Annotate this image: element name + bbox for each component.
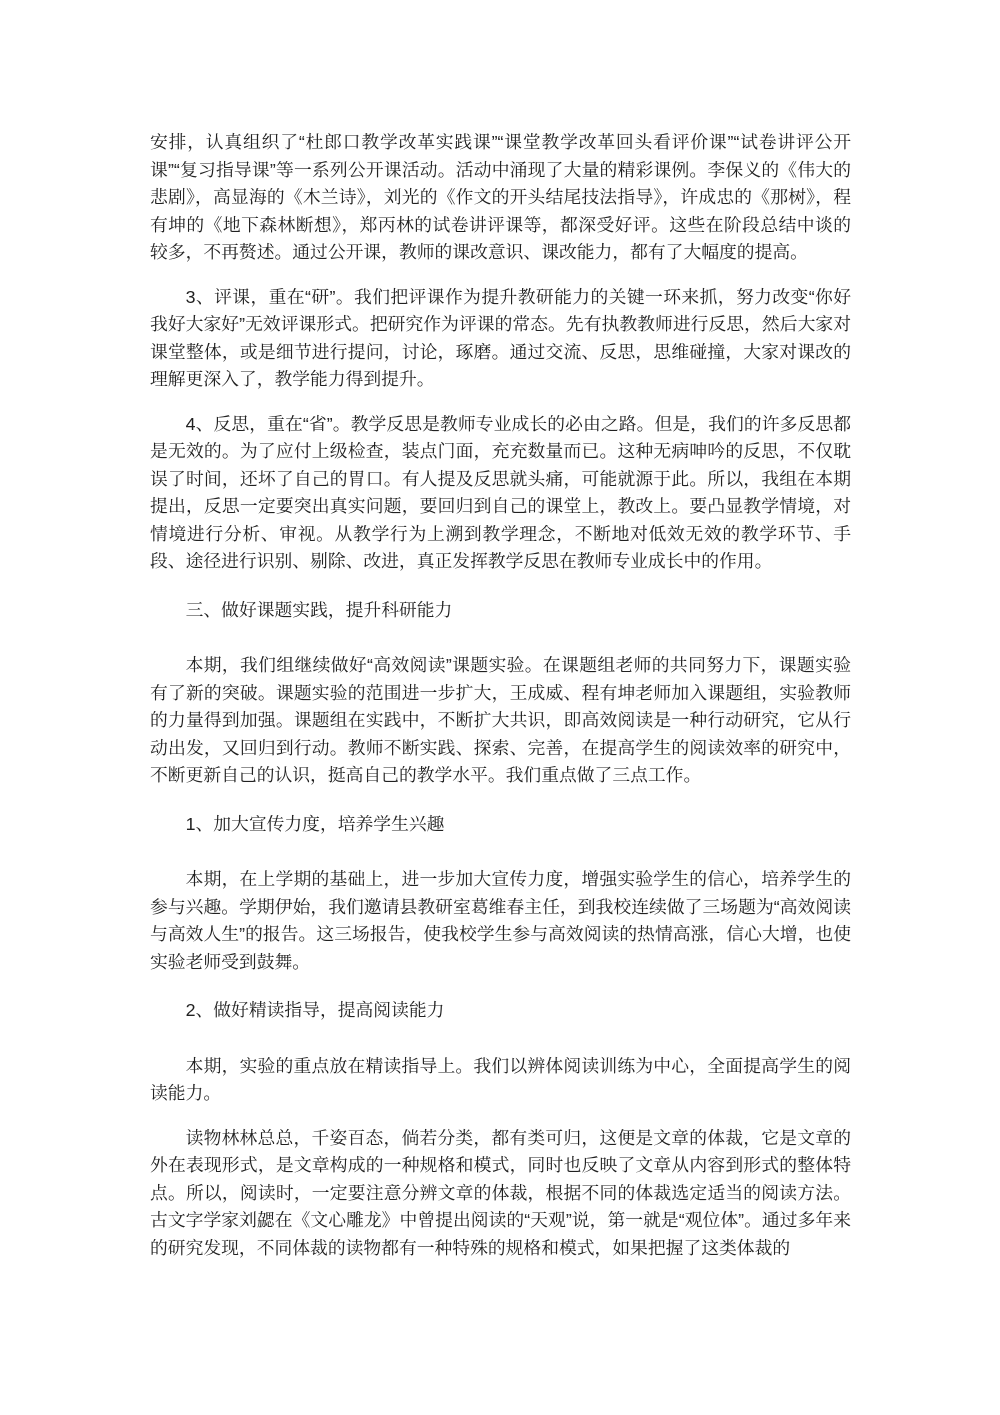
section-heading: 2、做好精读指导，提高阅读能力 [185, 1000, 445, 1020]
body-paragraph: 4、反思，重在“省”。教学反思是教师专业成长的必由之路。但是，我们的许多反思都是无效的。为了应付上级检查，装点门面，充充数量而已。这种无病呻吟的反思，不仅耽误了时间，还坏了自己的胃口。有人提及反思就头痛，可能就源于此。所以，我组在本期提出，反思一定要突出真实问题，要回归到自己的课堂上，教改上。要凸显教学情境，对情境进行分析、审视。从教学行为上溯到教学理念，不断地对低效无效的教学环节、手段、途径进行识别、剔除、改进，真正发挥教学反思在教师专业成长中的作用。 [150, 413, 851, 571]
body-paragraph: 3、评课，重在“研”。我们把评课作为提升教研能力的关键一环来抓，努力改变“你好我好大家好”无效评课形式。把研究作为评课的常态。先有执教教师进行反思，然后大家对课堂整体，或是细节进行提问，讨论，琢磨。通过交流、反思，思维碰撞，大家对课改的理解更深入了，教学能力得到提升。 [150, 286, 851, 389]
body-paragraph: 本期，实验的重点放在精读指导上。我们以辨体阅读训练为中心，全面提高学生的阅读能力。 [150, 1055, 851, 1103]
body-paragraph: 本期，在上学期的基础上，进一步加大宣传力度，增强实验学生的信心，培养学生的参与兴趣。学期伊始，我们邀请县教研室葛维春主任，到我校连续做了三场题为“高效阅读与高效人生”的报告。这三场报告，使我校学生参与高效阅读的热情高涨，信心大增，也使实验老师受到鼓舞。 [150, 869, 851, 972]
section-heading: 三、做好课题实践，提升科研能力 [185, 599, 453, 620]
body-paragraph: 安排，认真组织了“杜郎口教学改革实践课”“课堂教学改革回头看评价课”“试卷讲评公开课”“复习指导课”等一系列公开课活动。活动中涌现了大量的精彩课例。李保义的《伟大的悲剧》，高显海的《木兰诗》，刘光的《作文的开头结尾技法指导》，许成忠的《那树》，程有坤的《地下森林断想》，郑丙林的试卷讲评课等，都深受好评。这些在阶段总结中谈的较多，不再赘述。通过公开课，教师的课改意识、课改能力，都有了大幅度的提高。 [150, 132, 851, 262]
body-paragraph: 读物林林总总，千姿百态，倘若分类，都有类可归，这便是文章的体裁，它是文章的外在表现形式，是文章构成的一种规格和模式，同时也反映了文章从内容到形式的整体特点。所以，阅读时，一定要注意分辨文章的体裁，根据不同的体裁选定适当的阅读方法。古文字学家刘勰在《文心雕龙》中曾提出阅读的“天观”说，第一就是“观位体”。通过多年来的研究发现，不同体裁的读物都有一种特殊的规格和模式，如果把握了这类体裁的 [150, 1127, 851, 1258]
body-paragraph: 本期，我们组继续做好“高效阅读”课题实验。在课题组老师的共同努力下，课题实验有了新的突破。课题实验的范围进一步扩大，王成威、程有坤老师加入课题组，实验教师的力量得到加强。课题组在实践中，不断扩大共识，即高效阅读是一种行动研究，它从行动出发，又回归到行动。教师不断实践、探索、完善，在提高学生的阅读效率的研究中，不断更新自己的认识，挺高自己的教学水平。我们重点做了三点工作。 [150, 655, 851, 785]
section-heading: 1、加大宣传力度，培养学生兴趣 [185, 813, 445, 834]
